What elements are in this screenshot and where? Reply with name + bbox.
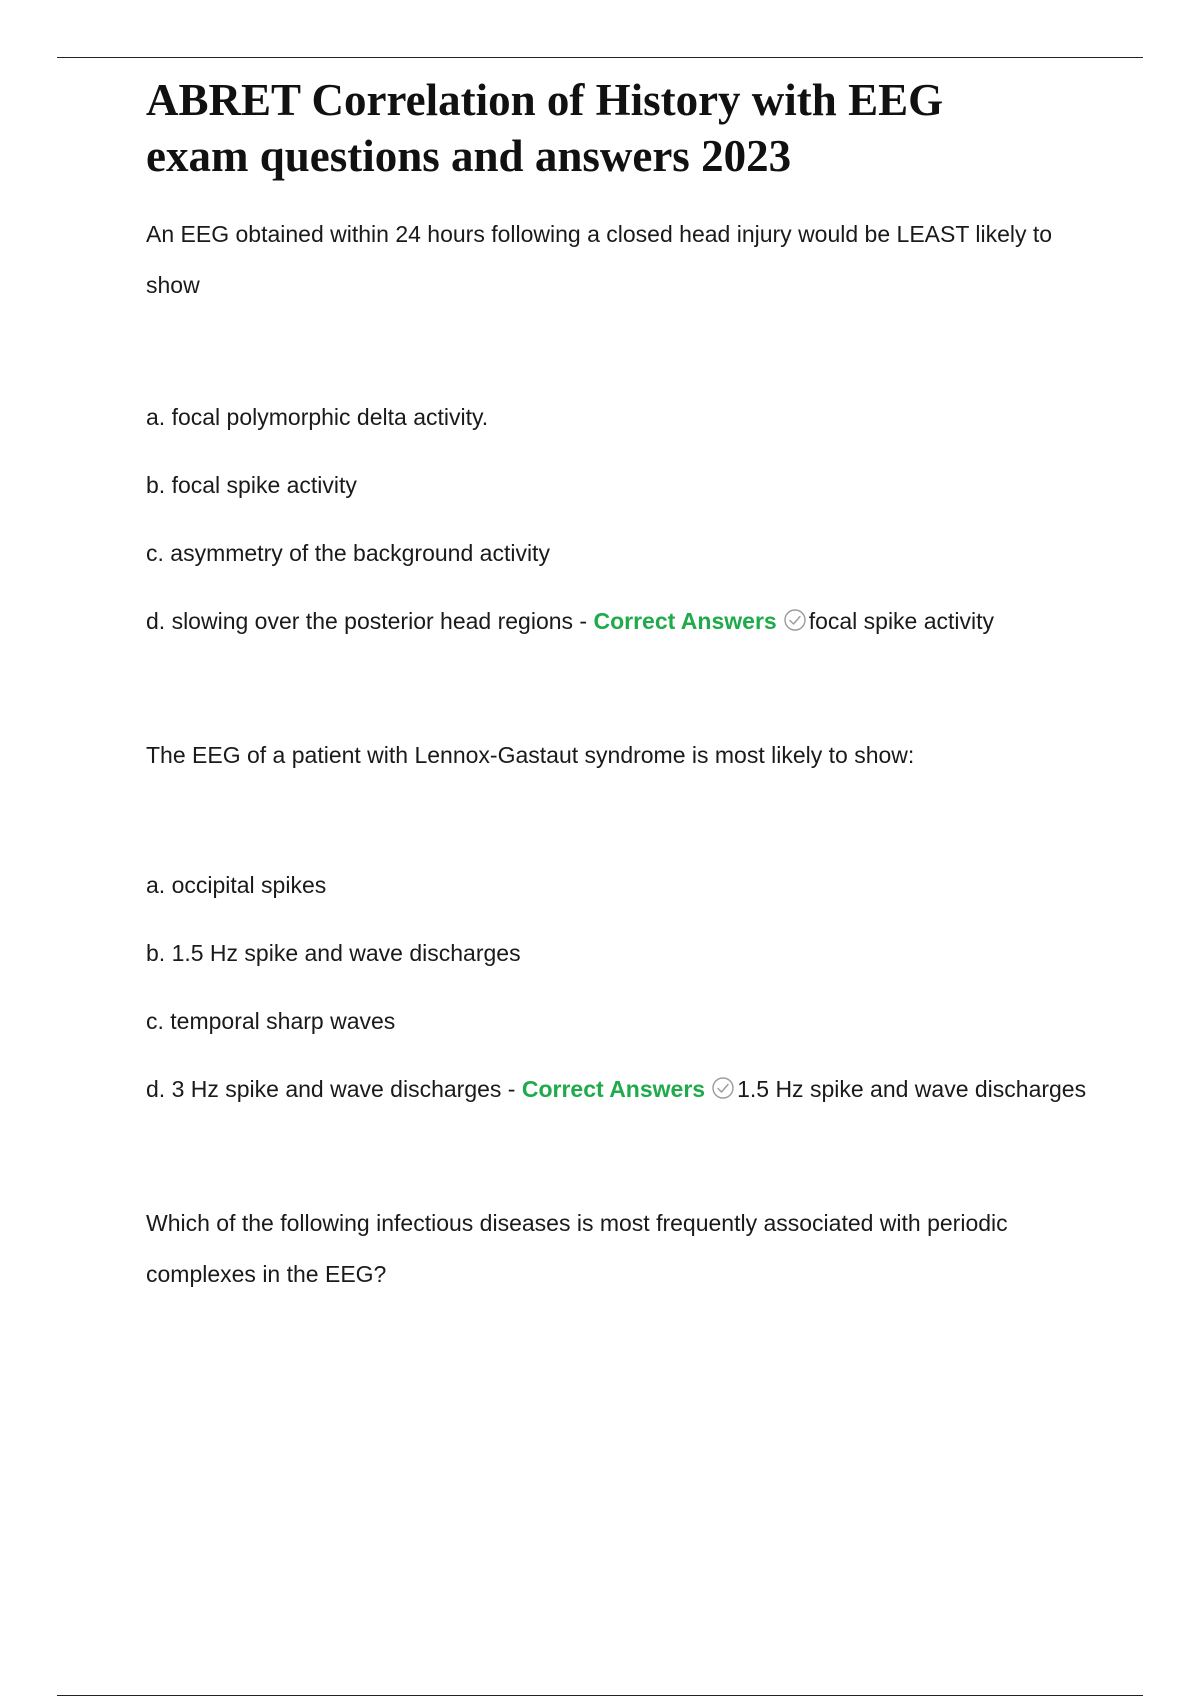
- question-2-option-d-line: [146, 1064, 1096, 1115]
- document-body: [146, 72, 1096, 1300]
- question-1-correct-label: Correct Answers: [593, 608, 777, 634]
- question-1-prompt: An EEG obtained within 24 hours following a closed head injury would be LEAST likely to show: [146, 221, 1053, 298]
- question-2-correct-label: Correct Answers: [521, 1076, 706, 1102]
- question-1-option-b: b. focal spike activity: [146, 472, 357, 498]
- question-1-answer: focal spike activity: [808, 608, 995, 634]
- check-circle-icon: [783, 608, 807, 632]
- bottom-rule: [57, 1695, 1143, 1696]
- question-2-option-a: a. occipital spikes: [146, 872, 327, 898]
- question-2-option-b: b. 1.5 Hz spike and wave discharges: [146, 940, 521, 966]
- question-1-option-c: c. asymmetry of the background activity: [146, 540, 550, 566]
- question-3-prompt: Which of the following infectious diseases is most frequently associated with periodic complexes in the EEG?: [146, 1210, 1008, 1287]
- question-1-option-d-line: [146, 596, 1096, 647]
- top-rule: [57, 57, 1143, 58]
- question-1-option-d: d. slowing over the posterior head regions -: [146, 608, 594, 634]
- title-line-2: exam questions and answers 2023: [146, 131, 792, 181]
- question-2-prompt: The EEG of a patient with Lennox-Gastaut syndrome is most likely to show:: [146, 742, 915, 768]
- document-title: [146, 72, 1096, 184]
- question-1-option-a: a. focal polymorphic delta activity.: [146, 404, 489, 430]
- question-2-option-d: d. 3 Hz spike and wave discharges -: [146, 1076, 522, 1102]
- question-2-option-c: c. temporal sharp waves: [146, 1008, 396, 1034]
- title-line-1: ABRET Correlation of History with EEG: [146, 75, 944, 125]
- question-2-answer: 1.5 Hz spike and wave discharges: [737, 1076, 1087, 1102]
- check-circle-icon: [711, 1076, 735, 1100]
